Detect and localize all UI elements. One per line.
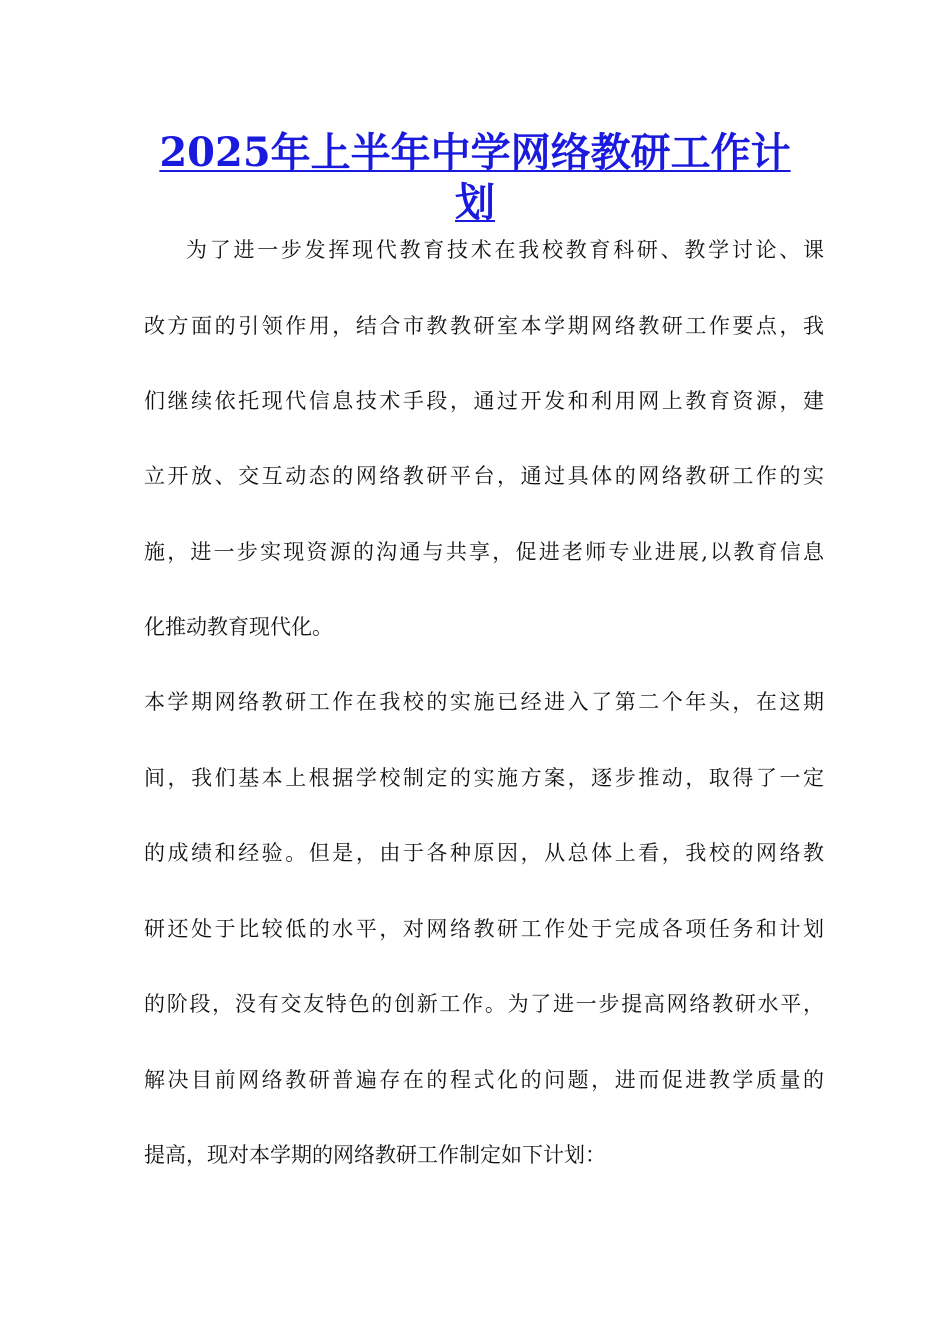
paragraph-1-line-1: 为了进一步发挥现代教育技术在我校教育科研、教学讨论、课 [186, 238, 824, 262]
paragraph-2-line-3: 的成绩和经验。但是，由于各种原因，从总体上看，我校的网络教 [144, 841, 824, 865]
paragraph-2-line-1: 本学期网络教研工作在我校的实施已经进入了第二个年头，在这期 [144, 690, 824, 714]
paragraph-2-line-5: 的阶段，没有交友特色的创新工作。为了进一步提高网络教研水平， [144, 992, 824, 1016]
paragraph-2-line-4: 研还处于比较低的水平，对网络教研工作处于完成各项任务和计划 [144, 917, 824, 941]
paragraph-1-line-2: 改方面的引领作用，结合市教教研室本学期网络教研工作要点，我 [144, 314, 824, 338]
paragraph-1-line-3: 们继续依托现代信息技术手段，通过开发和利用网上教育资源，建 [144, 389, 824, 413]
paragraph-1-line-6: 化推动教育现代化。 [144, 615, 333, 639]
paragraph-1-line-4: 立开放、交互动态的网络教研平台，通过具体的网络教研工作的实 [144, 464, 824, 488]
paragraph-2-line-7: 提高，现对本学期的网络教研工作制定如下计划： [144, 1143, 606, 1167]
paragraph-2-line-6: 解决目前网络教研普遍存在的程式化的问题，进而促进教学质量的 [144, 1068, 824, 1092]
paragraph-1-line-5: 施，进一步实现资源的沟通与共享，促进老师专业进展,以教育信息 [144, 540, 824, 564]
title-line-1: 2025年上半年中学网络教研工作计 [159, 129, 791, 176]
title-line-2: 划 [455, 179, 495, 226]
document-title [140, 128, 810, 228]
paragraph-2-line-2: 间，我们基本上根据学校制定的实施方案，逐步推动，取得了一定 [144, 766, 824, 790]
